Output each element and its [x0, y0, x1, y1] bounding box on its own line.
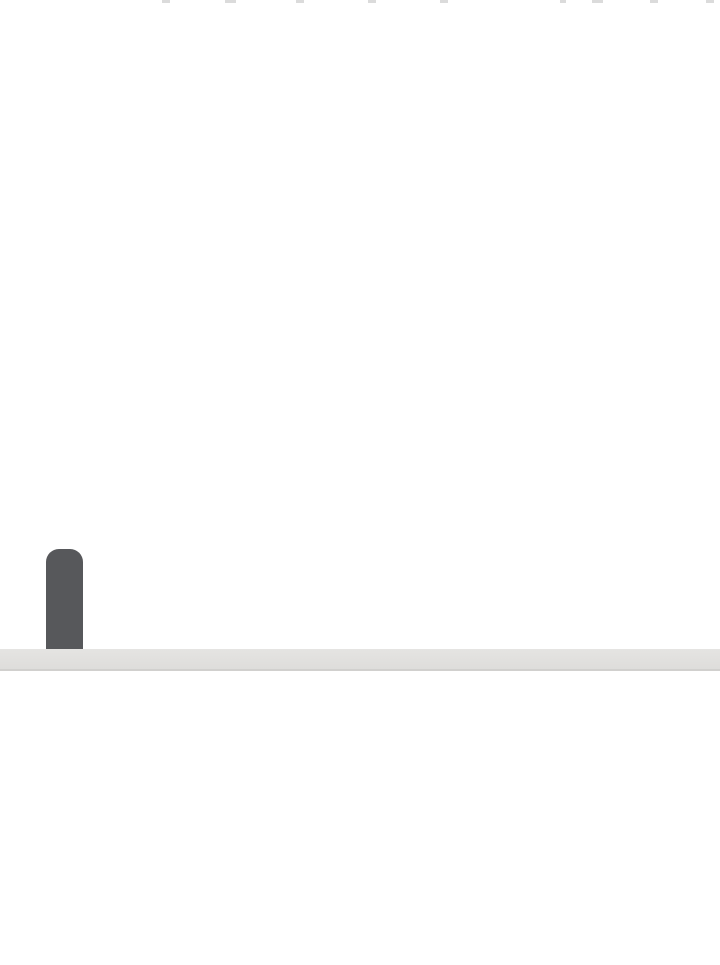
page-number — [46, 549, 83, 553]
page-gap-band — [0, 649, 720, 671]
answer-key-page-top — [0, 0, 720, 13]
answer-key-page-bottom — [0, 781, 720, 794]
page-number-tab — [46, 549, 83, 649]
